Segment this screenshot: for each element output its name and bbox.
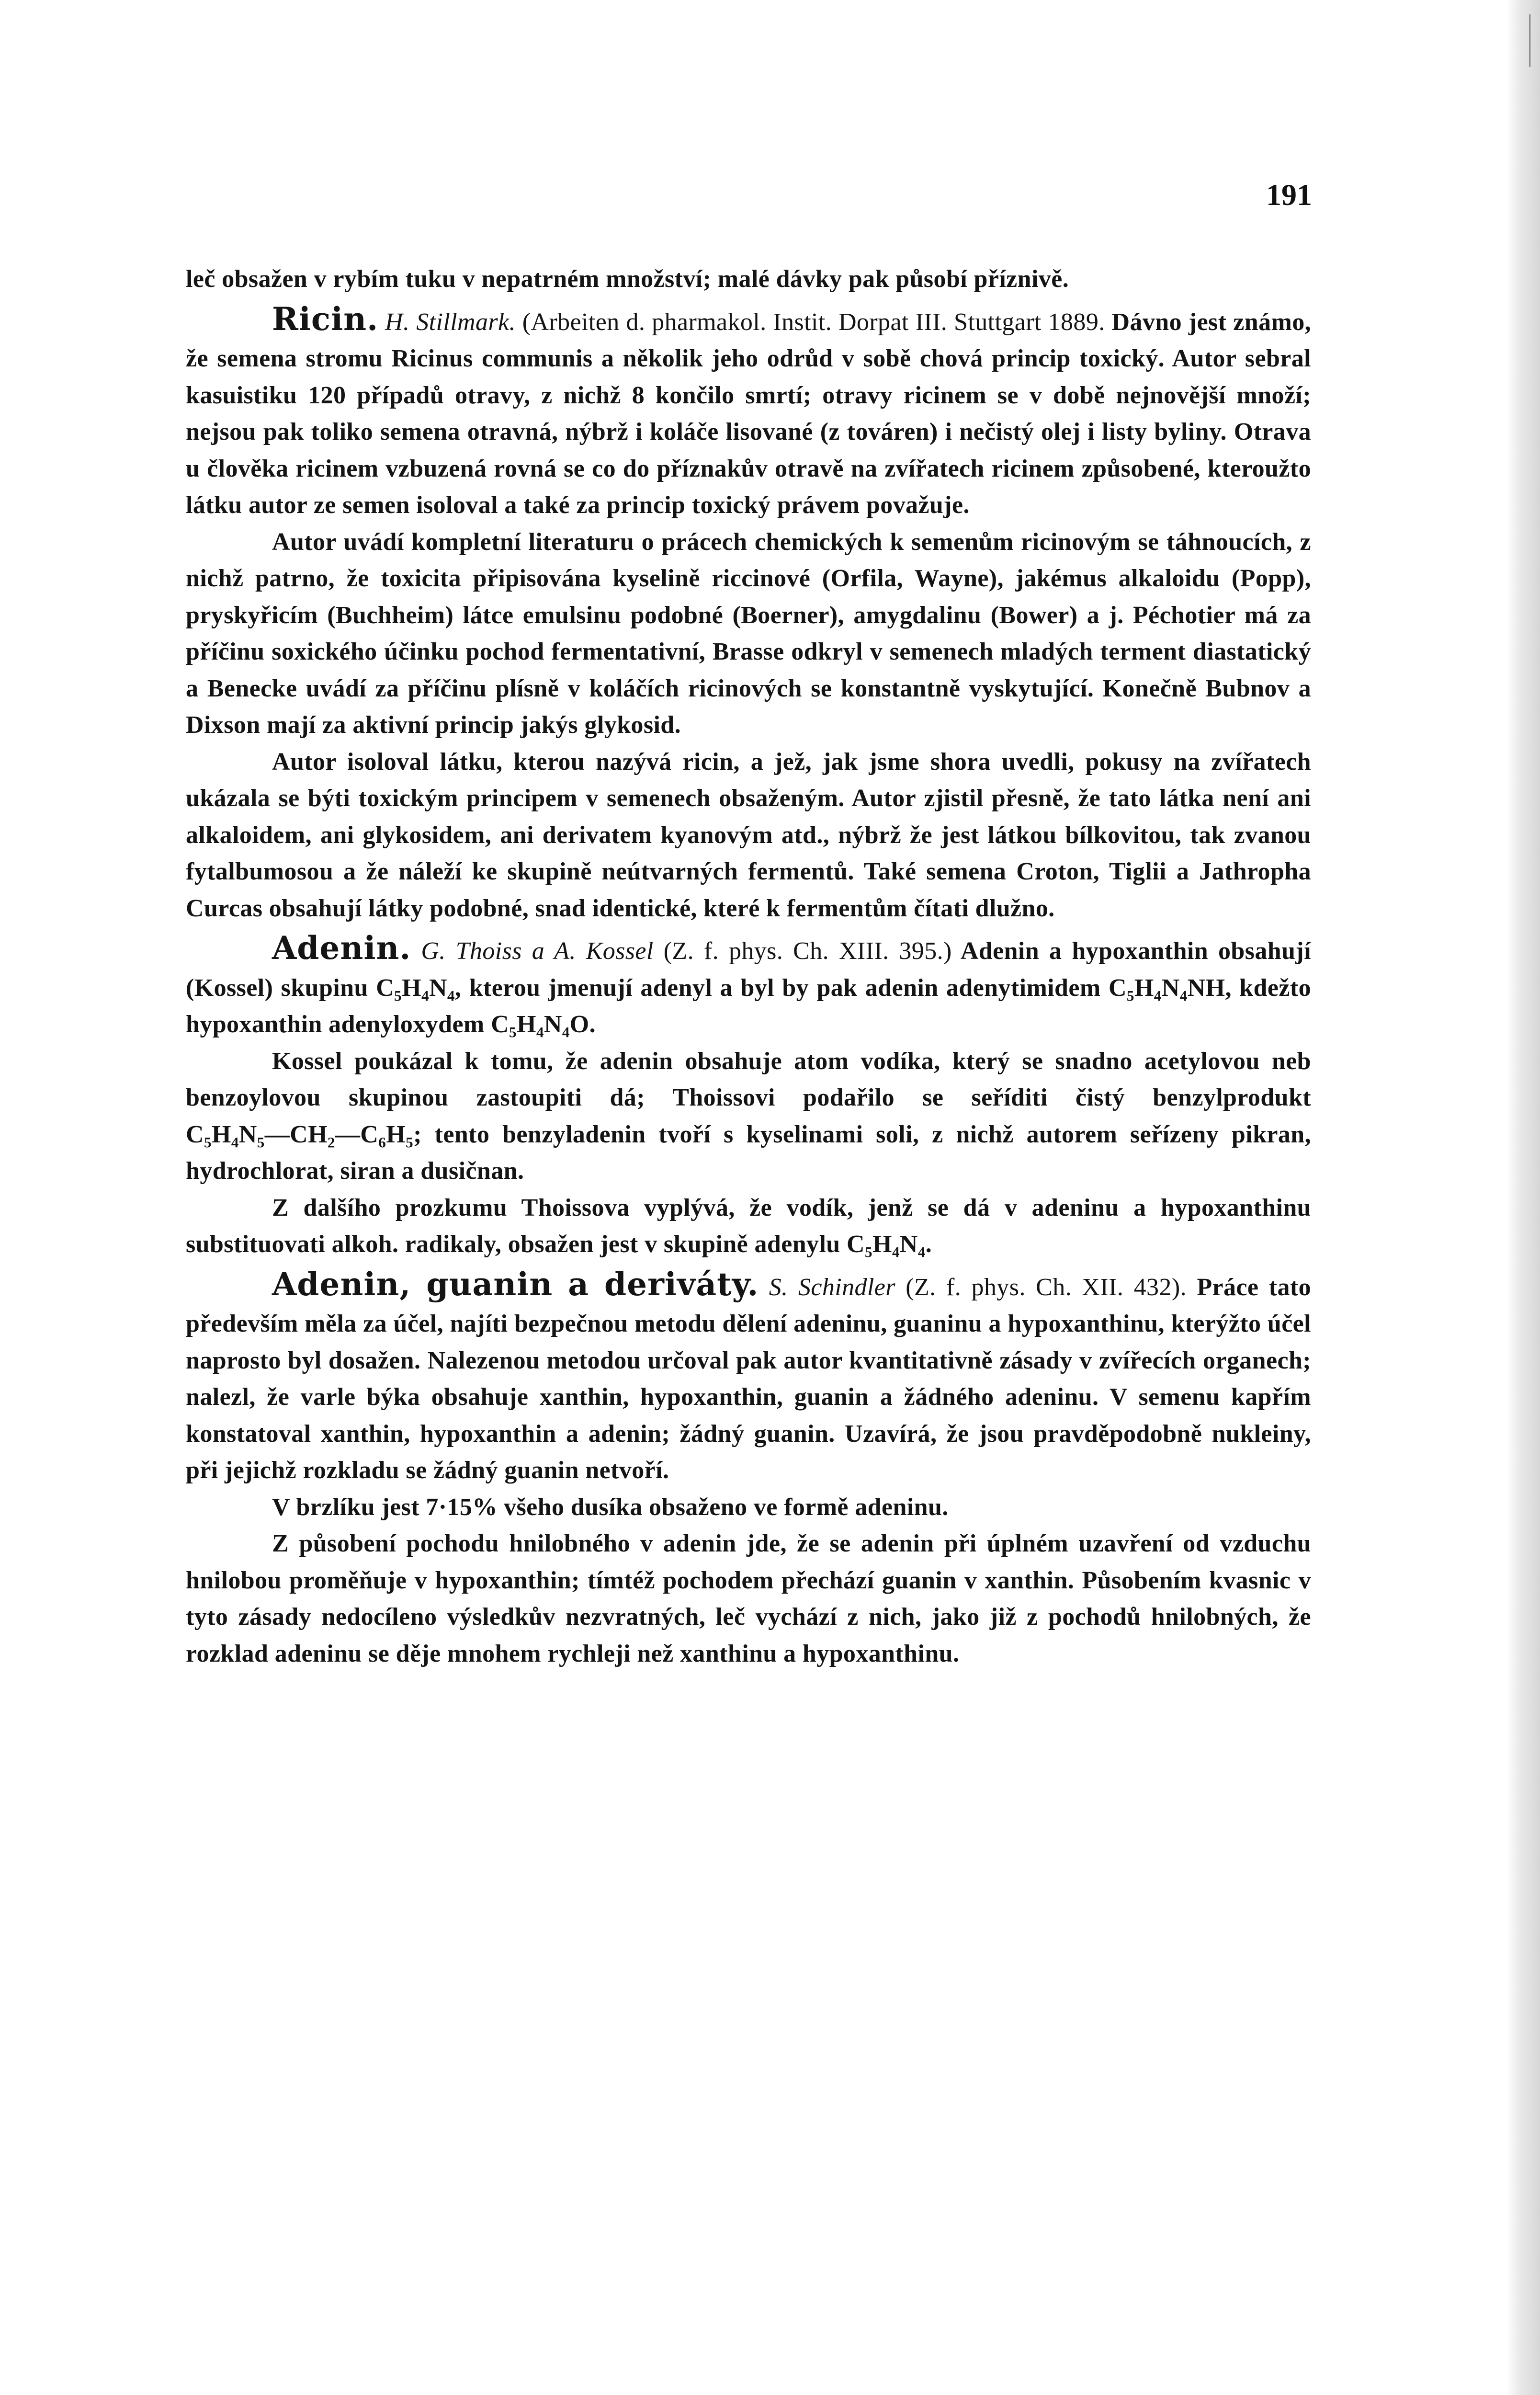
ricin-paragraph-2: Autor uvádí kompletní literaturu o prácech chemických k semenům ricinovým se táhnoucích, z nichž patrno, že toxicita připisována kyselině riccinové (Orfila, Wayne), jakémus alkaloidu (Popp), pryskyřicím (Buchheim) látce emulsinu podobné (Boerner), amygdalinu (Bower) a j. Péchotier má za příčinu soxického účinku pochod fermentativní, Brasse odkryl v semenech mladých terment diastatický a Benecke uvádí za příčinu plísně v koláčích ricinových se konstantně vyskytující. Konečně Bubnov a Dixson mají za aktivní princip jakýs glykosid. <box>186 528 1311 739</box>
adenin-text-2a: Kossel poukázal k tomu, že adenin obsahuje atom vodíka, který se snadno acetylovou neb benzoylovou skupinou zastoupiti dá; Thoissovi podařilo se seříditi čistý benzylprodukt <box>186 1047 1311 1111</box>
ricin-paragraph-3: Autor isoloval látku, kterou nazývá ricin, a jež, jak jsme shora uvedli, pokusy na zvířatech ukázala se býti toxickým principem v semenech obsaženým. Autor zjistil přesně, že tato látka není ani alkaloidem, ani glykosidem, ani derivatem kyanovým atd., nýbrž že jest látkou bílkovitou, tak zvanou fytalbumosou a že náleží ke skupině neútvarných fermentů. Také semena Croton, Tiglii a Jathropha Curcas obsahují látky podobné, snad identické, které k fermentům čítati dlužno. <box>186 748 1311 922</box>
ricin-paragraph-1: Dávno jest známo, že semena stromu Ricinus communis a několik jeho odrůd v sobě chová princip toxický. Autor sebral kasuistiku 120 případů otravy, z nichž 8 končilo smrtí; otravy ricinem se v době nejnovější množí; nejsou pak toliko semena otravná, nýbrž i koláče lisované (z továren) i nečistý olej i listy byliny. Otrava u člověka ricinem vzbuzená rovná se co do příznakův otravě na zvířatech ricinem způsobené, kteroužto látku autor ze semen isoloval a také za princip toxický právem považuje. <box>186 308 1311 519</box>
adenin-text-1c: kdežto hypoxanthin adenyloxydem <box>186 974 1312 1038</box>
ricin-author: H. Stillmark. <box>385 308 516 336</box>
adenin-text-1b: kterou jmenují adenyl a byl by pak adenin adenytimidem <box>469 974 1101 1002</box>
formula-adenylimid: C₅H₄N₄NH, <box>1108 974 1232 1002</box>
adenin-paragraph-2 <box>186 1043 1311 1190</box>
adenin-text-2b: tento benzyladenin tvoří s kyselinami soli, z nichž autorem seřízeny pikran, hydrochlorat, siran a dusičnan. <box>186 1120 1311 1185</box>
adenin-text-1a: Adenin a hypoxanthin obsahují (Kossel) skupinu <box>186 937 1311 1002</box>
page-edge-mark <box>1529 14 1530 67</box>
adenin-guanin-citation: (Z. f. phys. Ch. XII. 432). <box>906 1273 1187 1301</box>
page-number: 191 <box>1266 178 1312 212</box>
body-text <box>186 261 1311 1672</box>
adenin-guanin-paragraph-3: Z působení pochodu hnilobného v adenin jde, že se adenin při úplném uzavření od vzduchu hnilobou proměňuje v hypoxanthin; tímtéž pochodem přechází guanin v xanthin. Působením kvasnic v tyto zásady nedocíleno výsledkův nezvratných, leč vychází z nich, jako již z pochodů hnilobných, že rozklad adeninu se děje mnohem rychleji než xanthinu a hypoxanthinu. <box>186 1530 1311 1667</box>
formula-adenyl: C₅H₄N₄, <box>376 974 462 1002</box>
page-edge-shadow <box>1506 0 1540 2395</box>
adenin-citation: (Z. f. phys. Ch. XIII. 395.) <box>663 937 952 965</box>
ricin-heading: Ricin. <box>272 300 379 338</box>
adenin-guanin-paragraph-1: Práce tato především měla za účel, najíti bezpečnou metodu dělení adeninu, guaninu a hypoxanthinu, kterýžto účel naprosto byl dosažen. Nalezenou metodou určoval pak autor kvantitativně zásady v zvířecích organech; nalezl, že varle býka obsahuje xanthin, hypoxanthin, guanin a žádného adeninu. V semenu kapřím konstatoval xanthin, hypoxanthin a adenin; žádný guanin. Uzavírá, že jsou pravděpodobně nukleiny, při jejichž rozkladu se žádný guanin netvoří. <box>186 1273 1312 1484</box>
intro-paragraph: leč obsažen v rybím tuku v nepatrném množství; malé dávky pak působí příznivě. <box>186 265 1069 293</box>
adenin-guanin-author: S. Schindler <box>769 1273 895 1301</box>
adenin-guanin-heading: Adenin, guanin a deriváty. <box>272 1265 759 1303</box>
formula-benzylprodukt: C₅H₄N₅—CH₂—C₆H₅; <box>186 1120 422 1148</box>
adenin-guanin-section <box>186 1266 1311 1489</box>
formula-adenyloxyd: C₅H₄N₄O. <box>491 1011 596 1038</box>
formula-adenyl-group: C₅H₄N₄. <box>847 1231 932 1258</box>
ricin-section <box>186 301 1311 524</box>
ricin-citation: (Arbeiten d. pharmakol. Instit. Dorpat III. Stuttgart 1889. <box>522 308 1105 336</box>
adenin-guanin-paragraph-2: V brzlíku jest 7·15% všeho dusíka obsaženo ve formě adeninu. <box>272 1493 949 1521</box>
adenin-section <box>186 930 1311 1043</box>
adenin-heading: Adenin. <box>272 929 411 967</box>
adenin-author: G. Thoiss a A. Kossel <box>421 937 654 965</box>
adenin-text-3a: Z dalšího prozkumu Thoissova vyplývá, že vodík, jenž se dá v adeninu a hypoxanthinu substituovati alkoh. radikaly, obsažen jest v skupině adenylu <box>186 1194 1311 1258</box>
adenin-paragraph-3 <box>186 1190 1311 1263</box>
